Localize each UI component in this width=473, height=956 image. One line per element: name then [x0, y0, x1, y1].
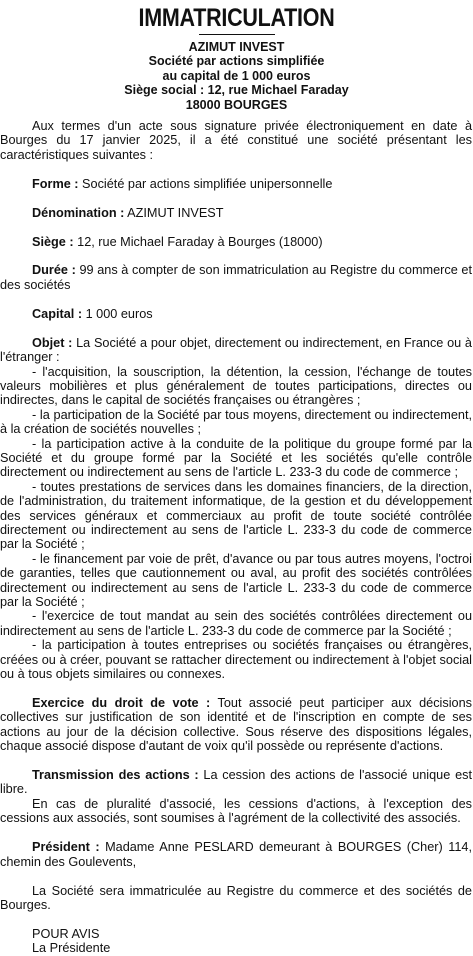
- field-label: Capital :: [32, 306, 83, 321]
- field-value: AZIMUT INVEST: [124, 205, 224, 220]
- vote-paragraph: [0, 696, 472, 754]
- objet-item: - le financement par voie de prêt, d'avance ou par tous autres moyens, l'octroi de garanties, telles que cautionnement ou aval, au profit des sociétés contrôlées directement ou indirectement au sens de l'article L. 233-3 du code de commerce par la Société ;: [0, 551, 472, 609]
- field-siege: [0, 235, 472, 249]
- objet-item: - l'exercice de tout mandat au sein des sociétés contrôlées directement ou indirectement au sens de l'article L. 233-3 du code de commerce par la Société ;: [0, 609, 472, 638]
- signature-line-1: POUR AVIS: [32, 926, 100, 941]
- field-value: 1 000 euros: [82, 306, 153, 321]
- field-denomination: [0, 206, 472, 220]
- field-value: Madame Anne PESLARD demeurant à BOURGES (Cher) 114, chemin des Goulevents,: [0, 840, 472, 869]
- field-value: Société par actions simplifiée unipersonnelle: [78, 176, 333, 191]
- field-label: Objet :: [32, 335, 73, 350]
- transmission-plural: En cas de pluralité d'associé, les cessions d'actions, à l'exception des cessions aux associés, sont soumises à l'agrément de la collectivité des associés.: [0, 796, 472, 826]
- company-name: AZIMUT INVEST: [188, 40, 285, 54]
- field-label: Transmission des actions :: [32, 768, 199, 783]
- field-label: Dénomination :: [32, 205, 125, 220]
- field-value: 12, rue Michael Faraday à Bourges (18000): [73, 234, 323, 249]
- objet-item: - la participation de la Société par tous moyens, directement ou indirectement, à la création de sociétés nouvelles ;: [0, 407, 472, 437]
- field-duree: [0, 263, 472, 292]
- president-paragraph: [0, 840, 472, 869]
- company-city: 18000 BOURGES: [185, 97, 288, 112]
- legal-notice: [0, 3, 473, 956]
- title-divider: [199, 34, 275, 35]
- field-capital: [0, 307, 472, 321]
- field-value: La Société a pour objet, directement ou indirectement, en France ou à l'étranger :: [0, 335, 472, 365]
- closing-paragraph: La Société sera immatriculée au Registre du commerce et des sociétés de Bourges.: [0, 883, 472, 912]
- company-capital: au capital de 1 000 euros: [162, 68, 311, 83]
- company-seat: Siège social : 12, rue Michael Faraday: [124, 83, 349, 98]
- field-label: Président :: [32, 840, 100, 855]
- field-value: 99 ans à compter de son immatriculation au Registre du commerce et des sociétés: [0, 263, 473, 292]
- field-objet: [0, 336, 472, 365]
- field-label: Forme :: [32, 176, 79, 191]
- objet-item: - la participation active à la conduite de la politique du groupe formé par la Société et du groupe formé par la Société et les sociétés qu'elle contrôle directement ou indirectement au sens de l'article L. 233-3 du code de commerce ;: [0, 436, 472, 480]
- transmission-paragraph: [0, 768, 472, 797]
- company-header: [0, 40, 473, 112]
- objet-item: - la participation à toutes entreprises ou sociétés françaises ou étrangères, créées ou à créer, pouvant se rattacher directement ou indirectement à l'objet social ou à tous objets similaires ou connexes.: [0, 638, 472, 682]
- signature-block: [0, 927, 472, 956]
- objet-item: - toutes prestations de services dans les domaines financiers, de la direction, de l'administration, du traitement informatique, de la gestion et du développement des services généraux et commerciaux au profit de toute société contrôlée directement ou indirectement au sens de l'article L. 233-3 du code de commerce par la Société ;: [0, 479, 472, 552]
- field-forme: [0, 177, 472, 191]
- intro-paragraph: Aux termes d'un acte sous signature privée électroniquement en date à Bourges du 17 janvier 2025, il a été constitué une société présentant les caractéristiques suivantes :: [0, 119, 472, 162]
- field-label: Siège :: [32, 234, 74, 249]
- field-label: Durée :: [32, 263, 76, 278]
- field-value: Tout associé peut participer aux décisions collectives sur justification de son identité et de l'inscription en compte de ses actions au jour de la décision collective. Sous réserve des dispositions légales, chaque associé dispose d'autant de voix qu'il possède ou représente d'actions.: [0, 695, 472, 754]
- field-label: Exercice du droit de vote :: [32, 695, 211, 710]
- field-value: La cession des actions de l'associé unique est libre.: [0, 768, 472, 797]
- signature-line-2: La Présidente: [32, 941, 111, 956]
- notice-body: [0, 119, 472, 956]
- notice-title: IMMATRICULATION: [138, 4, 335, 32]
- company-form: Société par actions simplifiée: [148, 54, 325, 69]
- objet-item: - l'acquisition, la souscription, la détention, la cession, l'échange de toutes valeurs mobilières et plus généralement de toutes participations, directes ou indirectes, dans le capital de sociétés françaises ou étrangères ;: [0, 364, 472, 408]
